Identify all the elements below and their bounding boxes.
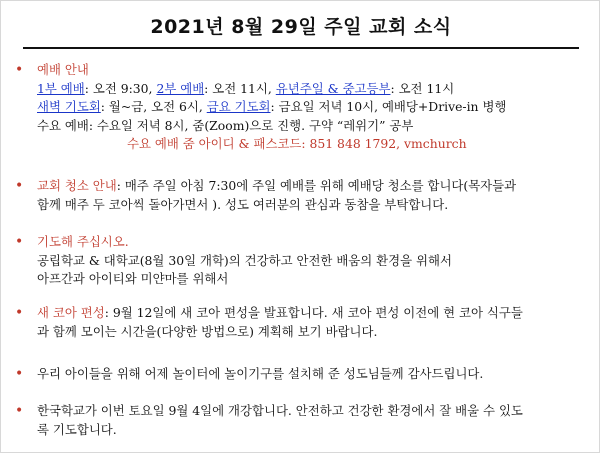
friday-prayer-link[interactable]: 금요 기도회 <box>206 99 271 114</box>
cleaning-text-2: 함께 매주 두 코아씩 돌아가면서 ). 성도 여러분의 관심과 동참을 부탁합니다. <box>37 196 449 212</box>
zoom-info: 수요 예배 줌 아이디 & 패스코드: 851 848 1792, vmchurch <box>127 136 467 151</box>
thanks-text: 우리 아이들을 위해 어제 놀이터에 놀이기구를 설치해 준 성도님들께 감사드립니다. <box>37 366 484 381</box>
cleaning-heading: 교회 청소 안내 <box>37 178 117 193</box>
school-text: 한국학교가 이번 토요일 9월 4일에 개강합니다. 안전하고 건강한 환경에서 잘 배울 수 있도 <box>37 403 523 418</box>
prayer-heading: 기도해 주십시오. <box>37 234 129 249</box>
prayer-line-1: 공립학교 & 대학교(8월 30일 개학)의 건강하고 안전한 배움의 환경을 위해서 <box>37 252 452 268</box>
worship-line-2: 새벽 기도회: 월~금, 오전 6시, 금요 기도회: 금요일 저녁 10시, 예배당+Drive-in 병행 <box>37 99 507 114</box>
cleaning-section <box>15 177 590 214</box>
youth-service-link[interactable]: 유년주일 & 중고등부 <box>275 80 391 96</box>
thanks-section <box>15 365 590 384</box>
prayer-line-2: 아프간과 아이티와 미얀마를 위해서 <box>37 271 229 286</box>
school-section <box>15 402 590 439</box>
prayer-section <box>15 233 590 289</box>
second-service-link[interactable]: 2부 예배 <box>156 80 205 96</box>
core-text: : 9월 12일에 새 코아 편성을 발표합니다. 새 코아 편성 이전에 현 코아 식구들 <box>104 305 523 320</box>
dawn-prayer-link[interactable]: 새벽 기도회 <box>37 99 101 114</box>
bullet: • <box>15 62 24 78</box>
title-underline <box>23 47 579 49</box>
bullet: • <box>15 305 24 321</box>
core-section <box>15 304 590 341</box>
bullet: • <box>15 366 24 382</box>
bullet: • <box>15 178 24 194</box>
school-text-2: 록 기도합니다. <box>37 421 117 437</box>
worship-section <box>15 61 590 154</box>
worship-line-1: 1부 예배: 오전 9:30, 2부 예배: 오전 11시, 유년주일 & 중고등부: 오전 11시 <box>37 80 455 96</box>
bullet: • <box>15 234 24 250</box>
first-service-link[interactable]: 1부 예배 <box>37 80 85 96</box>
worship-heading: 예배 안내 <box>37 62 89 77</box>
bullet: • <box>15 403 24 419</box>
cleaning-text: : 매주 주일 아침 7:30에 주일 예배를 위해 예배당 청소를 합니다(목자들과 <box>116 178 517 193</box>
core-heading: 새 코아 편성 <box>37 305 105 320</box>
core-text-2: 과 함께 모이는 시간을(다양한 방법으로) 계획해 보기 바랍니다. <box>37 323 378 339</box>
wednesday-service: 수요 예배: 수요일 저녁 8시, 줌(Zoom)으로 진행. 구약 “레위기” 공부 <box>37 117 414 133</box>
page-title: 2021년 8월 29일 주일 교회 소식 <box>150 16 452 38</box>
